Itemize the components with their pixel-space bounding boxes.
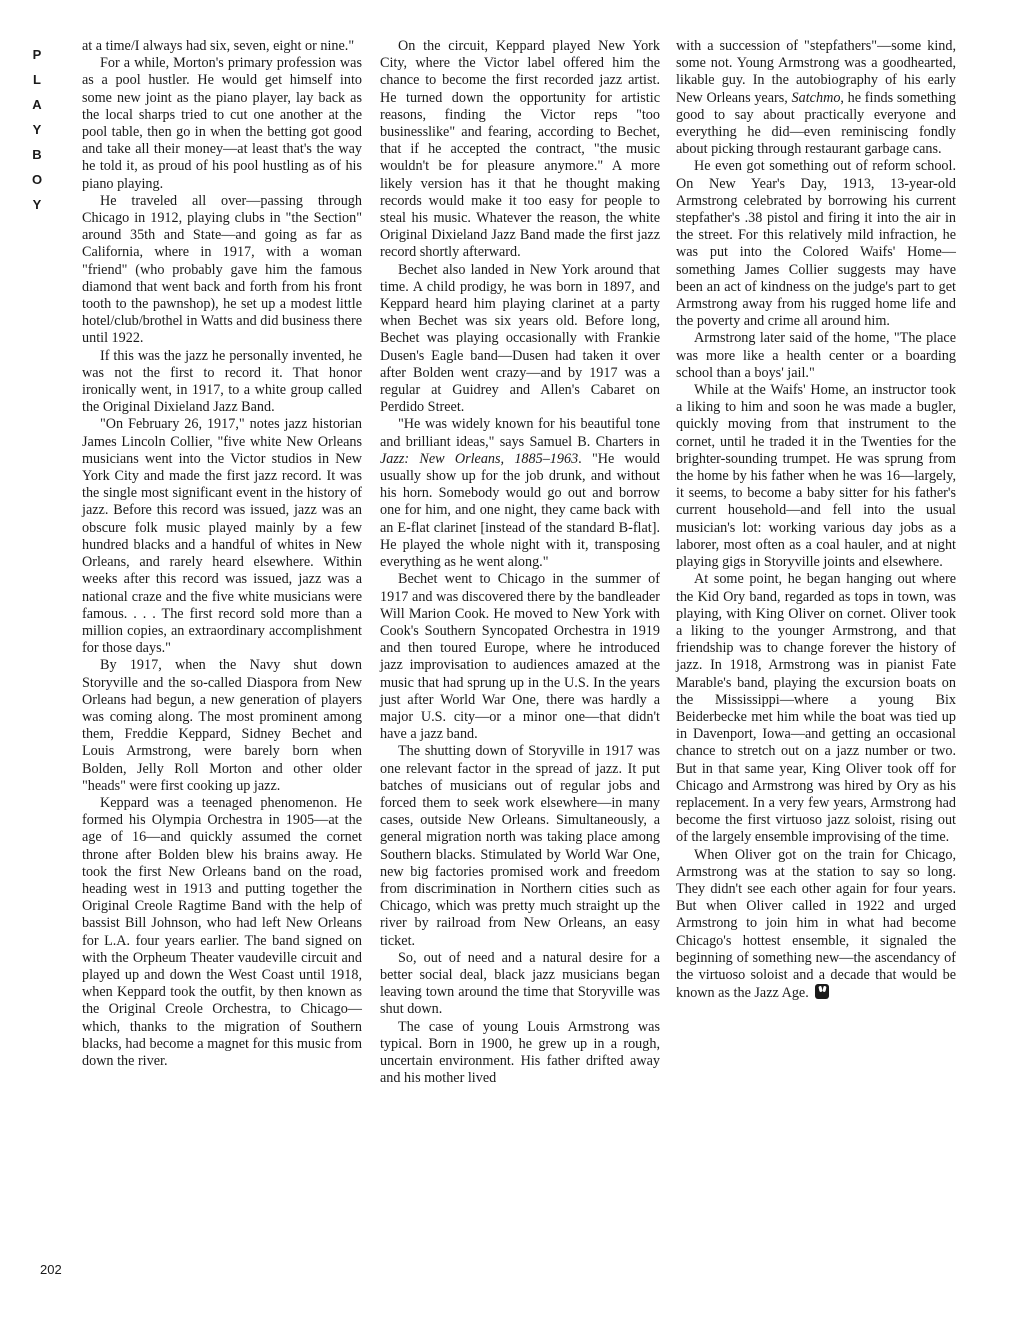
magazine-letter: A [32,97,42,112]
paragraph: Armstrong later said of the home, "The place was more like a health center or a boarding school than a boys' jail." [676,330,956,381]
paragraph: He traveled all over—passing through Chicago in 1912, playing clubs in "the Section" around 35th and State—and going as far as California, where in 1917, with a woman "friend" (who probably gave him the famous diamond that went back and forth from his front tooth to the pawnshop), he set up a modest little hotel/club/brothel in Watts and did business there until 1922. [82,192,362,347]
text-column-1 [82,38,362,1070]
paragraph [676,847,956,1003]
bunny-logo-icon [815,984,829,999]
paragraph: He even got something out of reform school. On New Year's Day, 1913, 13-year-old Armstrong celebrated by borrowing his current stepfather's .38 pistol and firing it into the air in the street. For this relatively mild infraction, he was put into the Colored Waifs' Home—something James Collier suggests may have been an act of kindness on the judge's part to get Armstrong away from his rugged home life and the poverty and crime all around him. [676,158,956,330]
paragraph [676,38,956,158]
magazine-name-vertical [24,42,50,217]
paragraph: At some point, he began hanging out where the Kid Ory band, regarded as tops in town, was playing, with King Oliver on cornet. Oliver took a liking to the younger Armstrong, and that friendship was to change forever the history of jazz. In 1918, Armstrong was in pianist Fate Marable's band, playing the excursion boats on the Mississippi—where a young Bix Beiderbecke met him while the boat was tied up in Davenport, Iowa—and getting an occasional chance to stretch out on a jazz number or two. But in that same year, King Oliver took off for Chicago and Armstrong was hired by Ory as his replacement. In a very few years, Armstrong had become the first virtuoso jazz soloist, rising out of the largely ensemble improvising of the time. [676,571,956,846]
text-column-3 [676,38,956,1002]
paragraph: If this was the jazz he personally invented, he was not the first to record it. That honor ironically went, in 1917, to a white group called the Original Dixieland Jazz Band. [82,347,362,416]
paragraph: Keppard was a teenaged phenomenon. He formed his Olympia Orchestra in 1905—at the age of 16—and quickly assumed the cornet throne after Bolden blew his brains away. He took the first New Orleans band on the road, heading west in 1913 and putting together the Original Creole Ragtime Band with the help of bassist Bill Johnson, who had left New Orleans for L.A. four years earlier. The band signed on with the Orpheum Theater vaudeville circuit and played up and down the West Coast until 1918, when Keppard took the outfit, by then known as the Original Creole Orchestra, to Chicago—which, thanks to the migration of Southern blacks, had become a magnet for this music from down the river. [82,794,362,1069]
paragraph: The case of young Louis Armstrong was typical. Born in 1900, he grew up in a rough, uncertain environment. His father drifted away and his mother lived [380,1018,660,1087]
paragraph: While at the Waifs' Home, an instructor took a liking to him and soon he was made a bugler, quickly moving from that instrument to the cornet, until he traded it in the Twenties for the brighter-sounding trumpet. He was sprung from the home by his father when he was 16—largely, it seems, to become a baby sitter for his father's current household—and fell into the usual musician's lot: working various day jobs as a laborer, most often as a coal hauler, and at night playing gigs in Storyville joints and elsewhere. [676,382,956,571]
paragraph: On the circuit, Keppard played New York City, where the Victor label offered him the chance to become the first recorded jazz artist. He turned down the opportunity for artistic reasons, finding the Victor reps "too businesslike" and fearing, according to Bechet, that if he accepted the contract, "the music wouldn't be for pleasure anymore." A more likely version has it that he thought making records would make it too easy for people to steal his music. Whatever the reason, the white Original Dixieland Jazz Band made the first jazz record shortly afterward. [380,38,660,261]
paragraph: So, out of need and a natural desire for a better social deal, black jazz musicians began leaving town around the time that Storyville was shut down. [380,949,660,1018]
paragraph-text: "He was widely known for his beautiful tone and brilliant ideas," says Samuel B. Charters in [380,416,660,450]
paragraph-text: When Oliver got on the train for Chicago, Armstrong was at the station to say so long. They didn't see each other again for four years. But when Oliver called in 1922 and urged Armstrong to join him in what had become Chicago's hottest ensemble, it signaled the beginning of something new—the ascendancy of the virtuoso soloist and a decade that would be known as the Jazz Age. [676,846,956,1002]
paragraph-text: . "He would usually show up for the job drunk, and without his horn. Somebody would go out and borrow one for him, and one night, they came back with an E-flat clarinet [instead of the standard B-flat]. He played the whole night with it, transposing everything as he went along." [380,450,660,571]
paragraph [380,416,660,571]
paragraph: The shutting down of Storyville in 1917 was one relevant factor in the spread of jazz. It put batches of musicians out of regular jobs and forced them to seek work elsewhere—in many cases, outside New Orleans. Simultaneously, a general migration north was taking place among Southern blacks. Stimulated by World War One, new big factories promised work and freedom from discrimination in Northern cities such as Chicago, which was pretty much straight up the river by railroad from New Orleans, an easy ticket. [380,743,660,949]
magazine-letter: Y [32,197,42,212]
paragraph-text: with a succession of "stepfathers"—some kind, some not. Young Armstrong was a goodhearted, likable guy. In the autobiography of his early New Orleans years, [676,38,956,106]
magazine-letter: B [32,147,42,162]
paragraph: By 1917, when the Navy shut down Storyville and the so-called Diaspora from New Orleans had begun, a new generation of players was coming along. The most prominent among them, Freddie Keppard, Sidney Bechet and Louis Armstrong, were barely born when Bolden, Jelly Roll Morton and other older "heads" were first cooking up jazz. [82,657,362,794]
paragraph: For a while, Morton's primary profession was as a pool hustler. He would get himself into some new joint as the piano player, lay back as the local sharps tried to cut one another at the pool table, then go in when the betting got good and take all their money—at least that's the way he told it, as proud of his pool hustling as of his piano playing. [82,55,362,192]
magazine-letter: Y [32,122,42,137]
book-title: Jazz: New Orleans, 1885–1963 [380,450,579,467]
book-title: Satchmo [791,89,841,106]
paragraph-text: , he finds something good to say about practically everyone and everything he did—even reminiscing fondly about picking through restaurant garbage cans. [676,89,956,158]
paragraph: Bechet went to Chicago in the summer of 1917 and was discovered there by the bandleader Will Marion Cook. He moved to New York with Cook's Southern Syncopated Orchestra in 1919 and then toured Europe, where he introduced jazz improvisation to audiences amazed at the music that had sprung up in the U.S. In the years just after World War One, there was hardly a major U.S. city—or a minor one—that didn't have a jazz band. [380,571,660,743]
paragraph: "On February 26, 1917," notes jazz historian James Lincoln Collier, "five white New Orleans musicians went into the Victor studios in New York City and made the first jazz record. It was the single most significant event in the history of jazz. Before this record was issued, jazz was an obscure folk music played mainly by a few hundred blacks and a handful of whites in New Orleans, and rarely heard elsewhere. Within weeks after this record was issued, jazz was a national craze and the five white musicians were famous. . . . The first record sold more than a million copies, an extraordinary accomplishment for those days." [82,416,362,657]
magazine-letter: L [33,72,41,87]
paragraph: Bechet also landed in New York around that time. A child prodigy, he was born in 1897, and Keppard heard him playing clarinet at a party when Bechet was six years old. Before long, Bechet was playing occasionally with Frankie Dusen's Eagle band—Dusen had taken it over after Bolden went crazy—and by 1917 was a regular at Guidrey and Allen's Cabaret on Perdido Street. [380,261,660,416]
page-number: 202 [40,1262,62,1277]
text-column-2 [380,38,660,1087]
paragraph: at a time/I always had six, seven, eight or nine." [82,38,355,54]
magazine-letter: P [32,47,42,62]
magazine-letter: O [31,172,43,187]
